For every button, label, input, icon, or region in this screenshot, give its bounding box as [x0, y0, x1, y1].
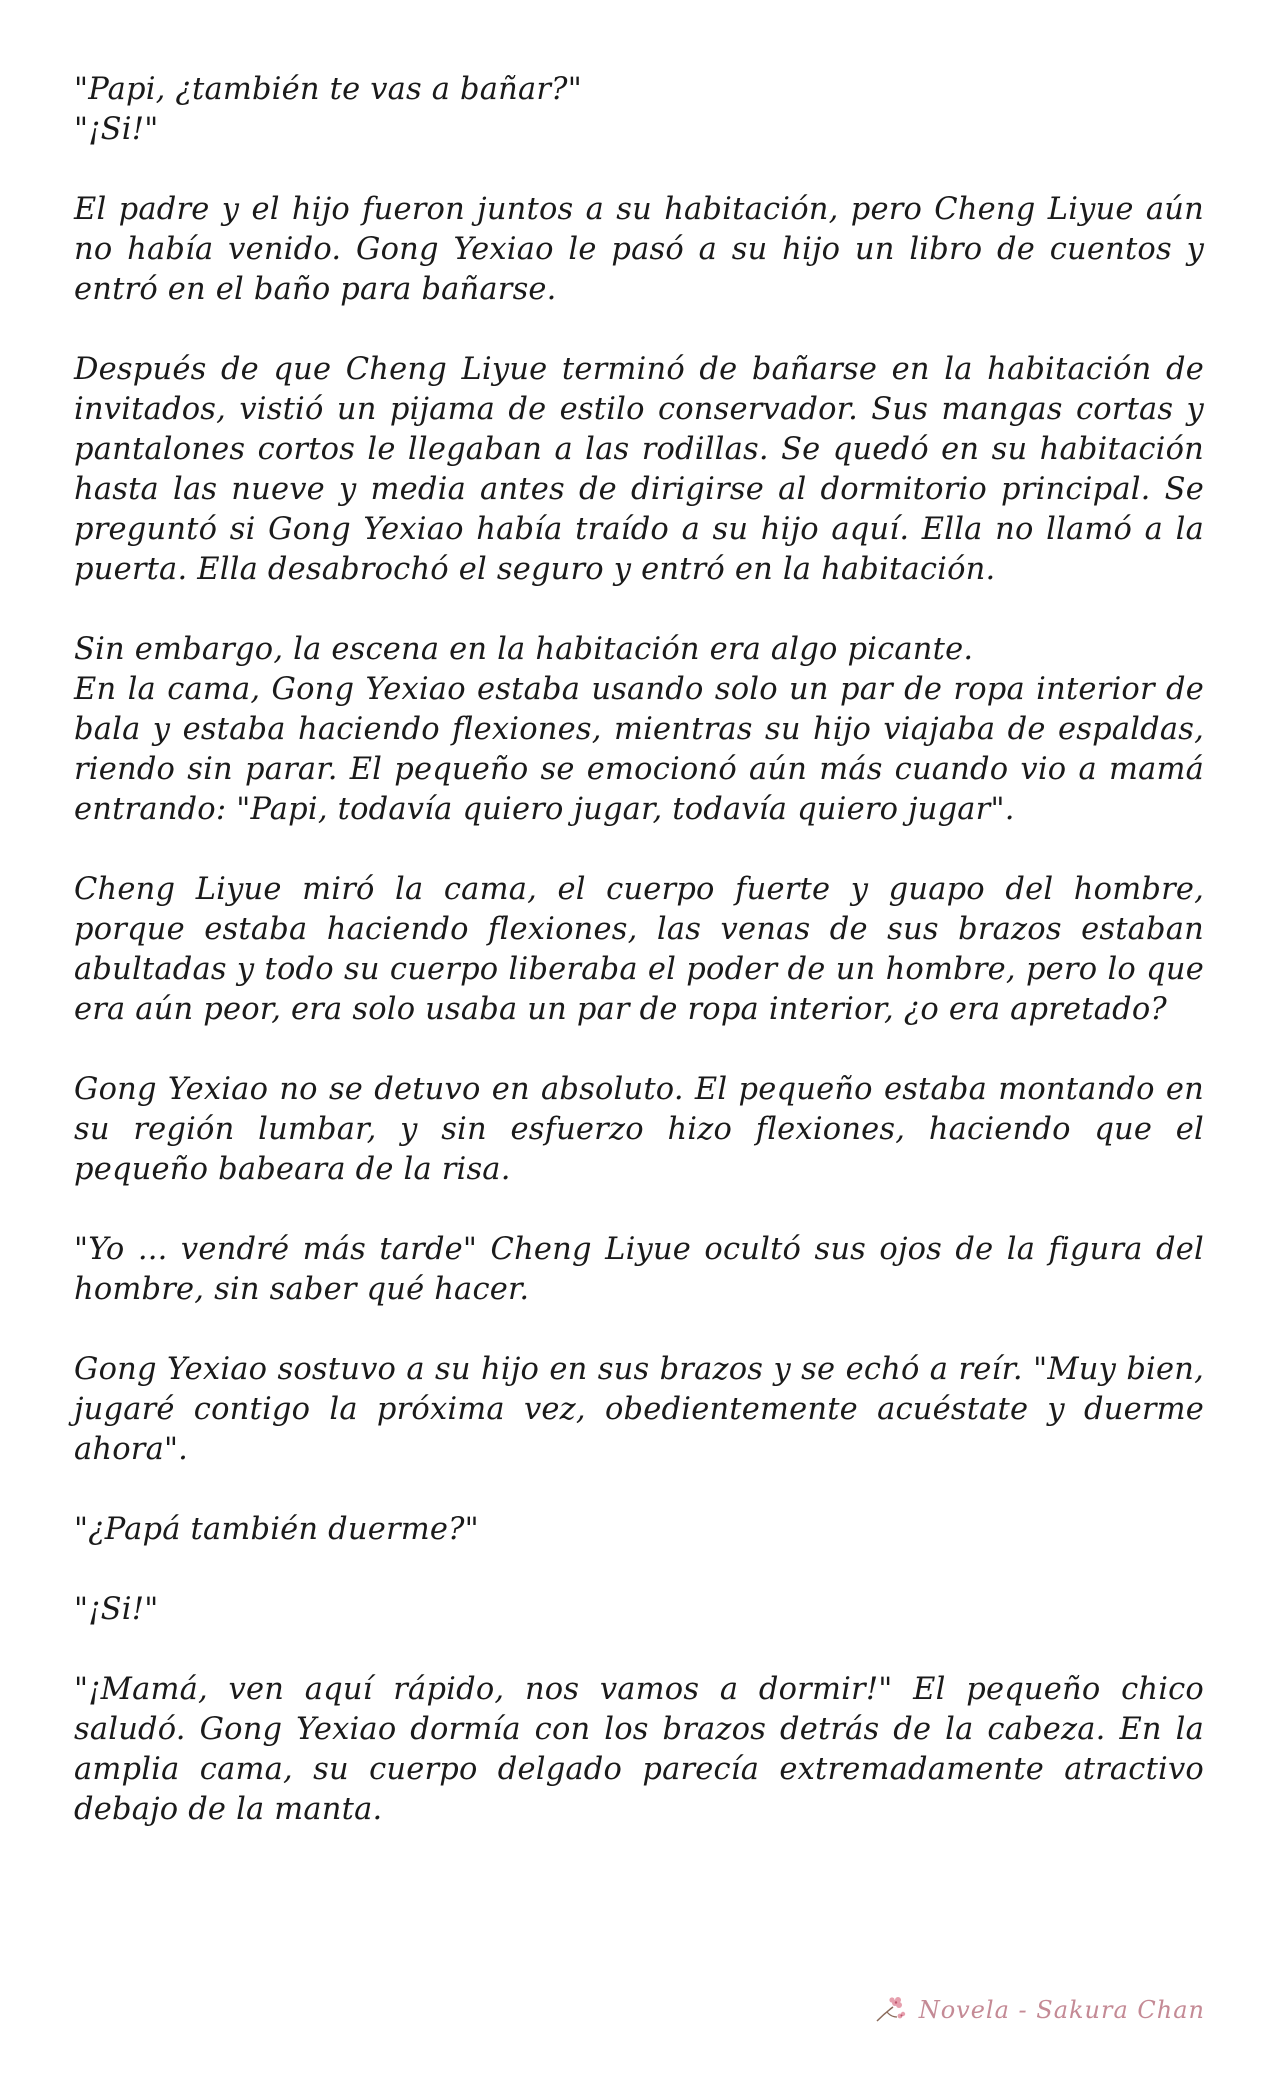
- paragraph-line: Sin embargo, la escena en la habitación era algo picante.: [74, 632, 974, 667]
- paragraph-6: Gong Yexiao no se detuvo en absoluto. El pequeño estaba montando en su región lumbar, y sin esfuerzo hizo flexiones, haciendo que el pequeño babeara de la risa.: [74, 1072, 1204, 1187]
- watermark: [873, 1995, 1205, 2025]
- paragraph-9: "¿Papá también duerme?": [74, 1512, 479, 1547]
- document-body: [74, 70, 1204, 1830]
- paragraph-11: "¡Mamá, ven aquí rápido, nos vamos a dormir!" El pequeño chico saludó. Gong Yexiao dormía con los brazos detrás de la cabeza. En la amplia cama, su cuerpo delgado parecía extremadamente atractivo debajo de la manta.: [74, 1672, 1204, 1827]
- paragraph-4: [74, 630, 1204, 830]
- paragraph-3: Después de que Cheng Liyue terminó de bañarse en la habitación de invitados, vistió un pijama de estilo conservador. Sus mangas cortas y pantalones cortos le llegaban a las rodillas. Se quedó en su habitación hasta las nueve y media antes de dirigirse al dormitorio principal. Se preguntó si Gong Yexiao había traído a su hijo aquí. Ella no llamó a la puerta. Ella desabrochó el seguro y entró en la habitación.: [74, 352, 1204, 587]
- watermark-text: Novela - Sakura Chan: [918, 1996, 1205, 2024]
- paragraph-8: Gong Yexiao sostuvo a su hijo en sus brazos y se echó a reír. "Muy bien, jugaré contigo la próxima vez, obedientemente acuéstate y duerme ahora".: [74, 1352, 1204, 1467]
- paragraph-1: [74, 70, 1204, 150]
- dialogue-line: "Papi, ¿también te vas a bañar?": [74, 72, 582, 107]
- cherry-blossom-icon: [873, 1995, 909, 2025]
- paragraph-10: "¡Si!": [74, 1592, 159, 1627]
- paragraph-7: "Yo ... vendré más tarde" Cheng Liyue ocultó sus ojos de la figura del hombre, sin saber qué hacer.: [74, 1232, 1204, 1307]
- paragraph-2: El padre y el hijo fueron juntos a su habitación, pero Cheng Liyue aún no había venido. Gong Yexiao le pasó a su hijo un libro de cuentos y entró en el baño para bañarse.: [74, 192, 1204, 307]
- paragraph-5: Cheng Liyue miró la cama, el cuerpo fuerte y guapo del hombre, porque estaba haciendo flexiones, las venas de sus brazos estaban abultadas y todo su cuerpo liberaba el poder de un hombre, pero lo que era aún peor, era solo usaba un par de ropa interior, ¿o era apretado?: [74, 872, 1204, 1027]
- dialogue-line: "¡Si!": [74, 112, 159, 147]
- paragraph-line: En la cama, Gong Yexiao estaba usando solo un par de ropa interior de bala y estaba haciendo flexiones, mientras su hijo viajaba de espaldas, riendo sin parar. El pequeño se emocionó aún más cuando vio a mamá entrando: "Papi, todavía quiero jugar, todavía quiero jugar".: [74, 672, 1204, 827]
